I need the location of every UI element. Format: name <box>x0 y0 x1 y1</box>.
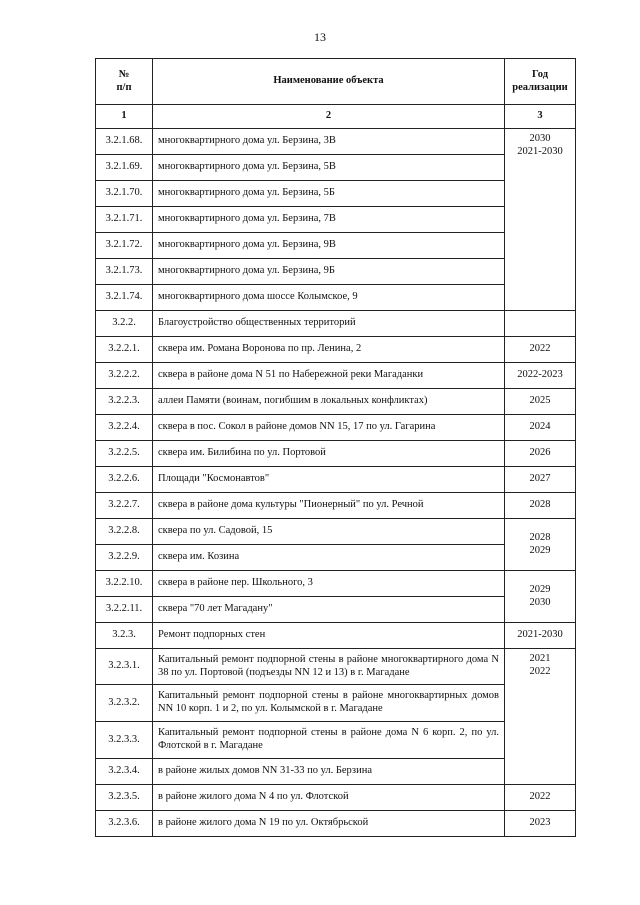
row-name: сквера им. Романа Воронова по пр. Ленина, 2 <box>153 337 505 363</box>
row-name: многоквартирного дома ул. Берзина, 3В <box>153 129 505 155</box>
table-row <box>96 597 576 623</box>
col-number: 3 <box>505 105 576 129</box>
row-number: 3.2.1.68. <box>96 129 153 155</box>
year-line: 2021 <box>529 653 551 664</box>
row-year: 2022 <box>505 337 576 363</box>
year-line: 2030 <box>529 596 551 608</box>
year-line: 2030 <box>529 133 551 144</box>
table-row <box>96 155 576 181</box>
row-number: 3.2.3.4. <box>96 759 153 785</box>
row-name: Ремонт подпорных стен <box>153 623 505 649</box>
row-year: 2026 <box>505 441 576 467</box>
table-row <box>96 337 576 363</box>
table-row <box>96 545 576 571</box>
row-number: 3.2.2.10. <box>96 571 153 597</box>
year-line: 2029 <box>529 544 551 556</box>
table-row <box>96 233 576 259</box>
row-number: 3.2.3.1. <box>96 649 153 685</box>
row-number: 3.2.3. <box>96 623 153 649</box>
table-row <box>96 389 576 415</box>
row-name: сквера им. Билибина по ул. Портовой <box>153 441 505 467</box>
row-name: сквера "70 лет Магадану" <box>153 597 505 623</box>
table-row <box>96 759 576 785</box>
objects-table <box>95 58 576 837</box>
table-row <box>96 259 576 285</box>
table-row <box>96 519 576 545</box>
row-number: 3.2.1.71. <box>96 207 153 233</box>
row-year: 2024 <box>505 415 576 441</box>
row-name: сквера в пос. Сокол в районе домов NN 15, 17 по ул. Гагарина <box>153 415 505 441</box>
row-number: 3.2.2.3. <box>96 389 153 415</box>
page-number: 13 <box>314 30 326 44</box>
row-number: 3.2.2. <box>96 311 153 337</box>
col-number: 1 <box>96 105 153 129</box>
header-year: Год реализации <box>505 59 576 105</box>
row-name: Благоустройство общественных территорий <box>153 311 505 337</box>
year-line: 2028 <box>529 531 551 543</box>
row-number: 3.2.3.2. <box>96 685 153 722</box>
table-row <box>96 181 576 207</box>
row-name: сквера в районе дома культуры "Пионерный" по ул. Речной <box>153 493 505 519</box>
row-name: сквера в районе дома N 51 по Набережной реки Магаданки <box>153 363 505 389</box>
table-row <box>96 441 576 467</box>
table-row <box>96 311 576 337</box>
row-name: многоквартирного дома ул. Берзина, 9В <box>153 233 505 259</box>
row-name: многоквартирного дома ул. Берзина, 9Б <box>153 259 505 285</box>
row-number: 3.2.1.69. <box>96 155 153 181</box>
row-year <box>505 311 576 337</box>
table-row <box>96 207 576 233</box>
year-line: 2022 <box>529 665 551 677</box>
row-name: Капитальный ремонт подпорной стены в районе дома N 6 корп. 2, по ул. Флотской в г. Магадане <box>153 722 505 759</box>
row-name: многоквартирного дома шоссе Колымское, 9 <box>153 285 505 311</box>
row-year: 2023 <box>505 811 576 837</box>
row-name: в районе жилых домов NN 31-33 по ул. Берзина <box>153 759 505 785</box>
table-row <box>96 129 576 155</box>
table-row <box>96 363 576 389</box>
row-number: 3.2.1.72. <box>96 233 153 259</box>
row-name: многоквартирного дома ул. Берзина, 7В <box>153 207 505 233</box>
row-name: сквера в районе пер. Школьного, 3 <box>153 571 505 597</box>
row-name: в районе жилого дома N 19 по ул. Октябрьской <box>153 811 505 837</box>
row-year: 2027 <box>505 467 576 493</box>
year-line: 2029 <box>529 583 551 595</box>
table-row <box>96 285 576 311</box>
row-number: 3.2.3.6. <box>96 811 153 837</box>
row-name: аллеи Памяти (воинам, погибшим в локальных конфликтах) <box>153 389 505 415</box>
table-row <box>96 571 576 597</box>
row-name: Капитальный ремонт подпорной стены в районе многоквартирного дома N 38 по ул. Портовой (подъезды NN 12 и 13) в г. Магадане <box>153 649 505 685</box>
row-year-merged <box>505 519 576 571</box>
row-number: 3.2.2.7. <box>96 493 153 519</box>
row-number: 3.2.2.9. <box>96 545 153 571</box>
row-year: 2028 <box>505 493 576 519</box>
row-year: 2025 <box>505 389 576 415</box>
col-number: 2 <box>153 105 505 129</box>
row-name: Площади "Космонавтов" <box>153 467 505 493</box>
column-numbers-row <box>96 105 576 129</box>
table-header-row <box>96 59 576 105</box>
row-number: 3.2.1.74. <box>96 285 153 311</box>
row-name: сквера по ул. Садовой, 15 <box>153 519 505 545</box>
row-number: 3.2.2.4. <box>96 415 153 441</box>
row-number: 3.2.2.5. <box>96 441 153 467</box>
table-row <box>96 415 576 441</box>
table-row <box>96 467 576 493</box>
row-name: многоквартирного дома ул. Берзина, 5Б <box>153 181 505 207</box>
year-line: 2021-2030 <box>517 145 563 157</box>
table-row <box>96 785 576 811</box>
row-year-merged <box>505 571 576 623</box>
row-year: 2022-2023 <box>505 363 576 389</box>
table-row <box>96 722 576 759</box>
table-row <box>96 649 576 685</box>
row-year-merged <box>505 129 576 311</box>
row-number: 3.2.2.11. <box>96 597 153 623</box>
row-number: 3.2.3.5. <box>96 785 153 811</box>
row-name: многоквартирного дома ул. Берзина, 5В <box>153 155 505 181</box>
row-number: 3.2.2.6. <box>96 467 153 493</box>
row-number: 3.2.2.1. <box>96 337 153 363</box>
row-number: 3.2.2.8. <box>96 519 153 545</box>
header-name: Наименование объекта <box>153 59 505 105</box>
table-row <box>96 493 576 519</box>
row-year: 2021-2030 <box>505 623 576 649</box>
row-name: сквера им. Козина <box>153 545 505 571</box>
row-year: 2022 <box>505 785 576 811</box>
row-year-merged <box>505 649 576 785</box>
row-number: 3.2.2.2. <box>96 363 153 389</box>
header-num: № п/п <box>96 59 153 105</box>
row-number: 3.2.3.3. <box>96 722 153 759</box>
row-name: в районе жилого дома N 4 по ул. Флотской <box>153 785 505 811</box>
row-name: Капитальный ремонт подпорной стены в районе многоквартирных домов NN 10 корп. 1 и 2, по ул. Колымской в г. Магадане <box>153 685 505 722</box>
table-row <box>96 811 576 837</box>
row-number: 3.2.1.70. <box>96 181 153 207</box>
table-row <box>96 685 576 722</box>
row-number: 3.2.1.73. <box>96 259 153 285</box>
table-row <box>96 623 576 649</box>
